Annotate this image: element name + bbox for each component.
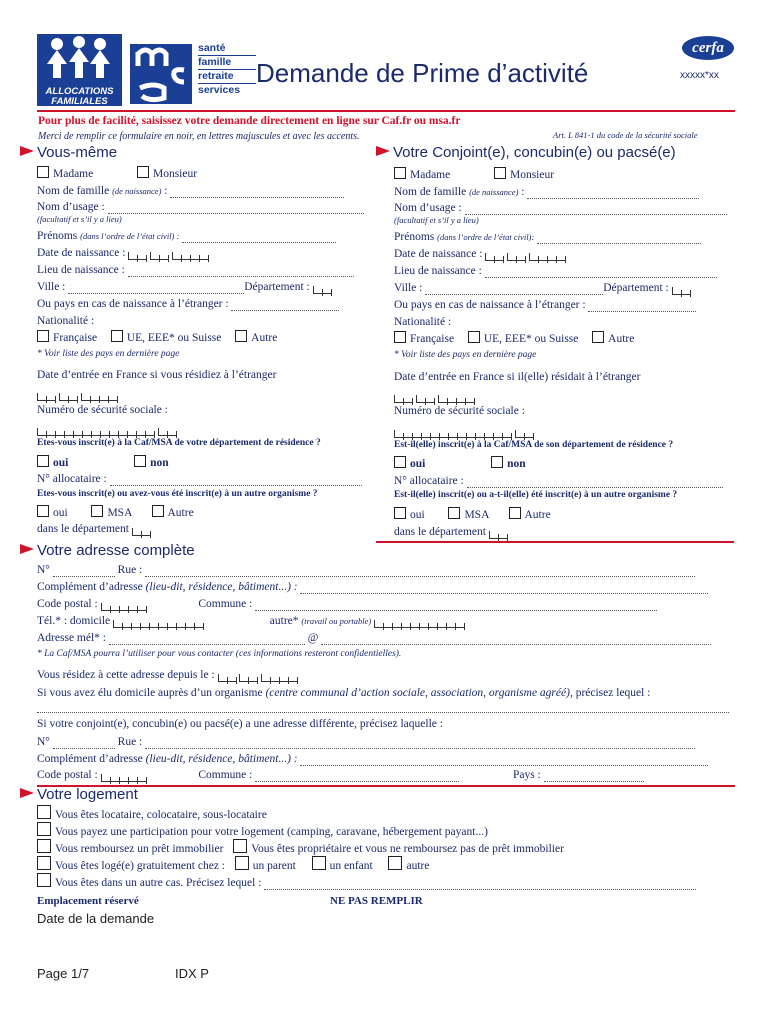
conjoint-adresse-rue-input[interactable] bbox=[145, 739, 695, 749]
ue-label: UE, EEE* ou Suisse bbox=[126, 332, 222, 344]
msa-word-retraite: retraite bbox=[198, 70, 256, 84]
legal-reference: Art. L 841-1 du code de la sécurité sociale bbox=[553, 130, 698, 140]
conjoint-dans-departement-row bbox=[394, 525, 508, 539]
autre-cas-label: Vous êtes dans un autre cas. Précisez lequel : bbox=[55, 877, 262, 889]
conjoint-facultatif-note: (facultatif et s’il y a lieu) bbox=[394, 215, 479, 225]
adresse-code-postal-row bbox=[37, 597, 657, 611]
conjoint-ue-label: UE, EEE* ou Suisse bbox=[483, 333, 579, 345]
fill-instruction: Merci de remplir ce formulaire en noir, en lettres majuscules et avec les accents. bbox=[38, 131, 360, 142]
conjoint-nom-usage-input[interactable] bbox=[465, 205, 727, 215]
vous-allocataire-row bbox=[37, 472, 362, 486]
lieu-naissance-label: Lieu de naissance : bbox=[37, 264, 125, 276]
vous-section-title bbox=[20, 144, 375, 161]
birth-day-cells[interactable] bbox=[128, 252, 147, 260]
cerfa-text: cerfa bbox=[692, 40, 724, 56]
conjoint-prenoms-label: Prénoms bbox=[394, 231, 435, 243]
conjoint-inscrit-options bbox=[394, 456, 526, 471]
vous-numero-secu-cells bbox=[37, 422, 177, 436]
confidential-note: * La Caf/MSA pourra l’utiliser pour vous contacter (ces informations resteront confidentielles). bbox=[37, 649, 402, 659]
numero-secu-label: Numéro de sécurité sociale : bbox=[37, 404, 168, 416]
section-arrow-icon bbox=[20, 544, 34, 554]
gratuit-checkbox[interactable] bbox=[37, 856, 51, 870]
nom-usage-input[interactable] bbox=[108, 204, 364, 214]
logement-opt1-row bbox=[37, 805, 267, 822]
organisme-autre-checkbox[interactable] bbox=[152, 505, 164, 517]
conjoint-date-naissance-label: Date de naissance : bbox=[394, 248, 483, 260]
conjoint-nationalite-label: Nationalité : bbox=[394, 316, 452, 328]
section-arrow-icon bbox=[376, 146, 390, 156]
nom-famille-input[interactable] bbox=[170, 188, 344, 198]
header-divider bbox=[37, 110, 735, 112]
nom-famille-label: Nom de famille bbox=[37, 185, 110, 197]
participation-label: Vous payez une participation pour votre logement (camping, caravane, hébergement payant...) bbox=[55, 826, 488, 838]
monsieur-checkbox[interactable] bbox=[137, 166, 149, 178]
conjoint-autre-organisme-question: Est-il(elle) inscrit(e) ou a-t-il(elle) été inscrit(e) à un autre organisme ? bbox=[394, 490, 678, 500]
mel-domain-input[interactable] bbox=[321, 635, 711, 645]
conjoint-section bbox=[376, 144, 746, 161]
depuis-label: Vous résidez à cette adresse depuis le : bbox=[37, 669, 215, 681]
vous-section bbox=[20, 144, 375, 161]
conjoint-monsieur-label: Monsieur bbox=[509, 169, 555, 181]
conjoint-birth-day-cells[interactable] bbox=[485, 253, 504, 261]
prenoms-label: Prénoms bbox=[37, 230, 78, 242]
pret-checkbox[interactable] bbox=[37, 839, 51, 853]
adresse-title-text: Votre adresse complète bbox=[37, 542, 195, 559]
conjoint-prenoms-row bbox=[394, 230, 701, 244]
conjoint-inscrit-oui-checkbox[interactable] bbox=[394, 456, 406, 468]
complement-note: (lieu-dit, résidence, bâtiment...) : bbox=[145, 581, 298, 593]
conjoint-inscrit-non-label: non bbox=[507, 458, 526, 470]
conjoint-nom-famille-row: Nom de famille (de naissance) : bbox=[394, 185, 699, 199]
conjoint-code-postal-label: Code postal : bbox=[37, 769, 98, 781]
conjoint-date-entree-cells bbox=[394, 389, 475, 403]
conjoint-inscrit-question: Est-il(elle) inscrit(e) à la Caf/MSA de son département de résidence ? bbox=[394, 440, 674, 450]
organisme-input[interactable] bbox=[37, 712, 729, 713]
conjoint-birth-month-cells[interactable] bbox=[507, 253, 526, 261]
birth-month-cells[interactable] bbox=[150, 252, 169, 260]
conjoint-birth-year-cells[interactable] bbox=[529, 253, 566, 261]
conjoint-dans-departement-label: dans le département bbox=[394, 526, 486, 538]
conjoint-pays-adresse-label: Pays : bbox=[512, 769, 541, 781]
enfant-label: un enfant bbox=[329, 860, 373, 872]
logement-section-title bbox=[20, 786, 138, 803]
conjoint-lieu-naissance-row bbox=[394, 264, 717, 278]
entree-year-cells[interactable] bbox=[81, 393, 118, 401]
nom-usage-label: Nom d’usage : bbox=[37, 201, 105, 213]
birth-year-cells[interactable] bbox=[172, 252, 209, 260]
adresse-depuis-row bbox=[37, 668, 298, 682]
conjoint-madame-checkbox[interactable] bbox=[394, 167, 406, 179]
organisme-label: Si vous avez élu domicile auprès d’un organisme bbox=[37, 687, 263, 699]
adresse-no-input[interactable] bbox=[53, 567, 115, 577]
cerfa-logo bbox=[682, 36, 734, 60]
pret-label: Vous remboursez un prêt immobilier bbox=[55, 843, 224, 855]
msa-word-sante: santé bbox=[198, 42, 256, 56]
date-naissance-label: Date de naissance : bbox=[37, 247, 126, 259]
conjoint-dans-departement-cells[interactable] bbox=[489, 531, 508, 539]
conjoint-ville-row bbox=[394, 281, 691, 295]
proprietaire-checkbox[interactable] bbox=[233, 839, 247, 853]
conjoint-civilite bbox=[394, 167, 554, 182]
organisme-autre-label: Autre bbox=[167, 507, 194, 519]
complement-input[interactable] bbox=[300, 584, 708, 594]
adresse-section-title bbox=[20, 542, 195, 559]
conjoint-section-title bbox=[376, 144, 746, 161]
vous-date-entree-cells bbox=[37, 387, 118, 401]
inscrit-oui-checkbox[interactable] bbox=[37, 455, 49, 467]
tel-domicile-cells[interactable] bbox=[113, 620, 204, 628]
logement-divider bbox=[37, 785, 735, 787]
conjoint-organisme-oui-checkbox[interactable] bbox=[394, 507, 406, 519]
conjoint-ue-checkbox[interactable] bbox=[468, 331, 480, 343]
conjoint-organisme-autre-label: Autre bbox=[524, 509, 551, 521]
conjoint-de-naissance-note: (de naissance) bbox=[469, 187, 519, 197]
dans-departement-cells[interactable] bbox=[132, 528, 151, 536]
depuis-day-cells[interactable] bbox=[218, 674, 237, 682]
vous-civilite bbox=[37, 166, 197, 181]
depuis-year-cells[interactable] bbox=[261, 674, 298, 682]
depuis-month-cells[interactable] bbox=[239, 674, 258, 682]
adresse-mel-row bbox=[37, 631, 711, 645]
mel-label: Adresse mél* : bbox=[37, 632, 106, 644]
conjoint-adresse-label: Si votre conjoint(e), concubin(e) ou pacsé(e) a une adresse différente, précisez laquelle : bbox=[37, 718, 443, 730]
entree-month-cells[interactable] bbox=[59, 393, 78, 401]
conjoint-lieu-naissance-input[interactable] bbox=[485, 268, 717, 278]
code-postal-label: Code postal : bbox=[37, 598, 98, 610]
conjoint-adresse-code-row bbox=[37, 768, 644, 782]
conjoint-inscrit-oui-label: oui bbox=[410, 458, 426, 470]
vous-nom-famille-row: Nom de famille (de naissance) : bbox=[37, 184, 344, 198]
inscrit-non-checkbox[interactable] bbox=[134, 455, 146, 467]
conjoint-nom-usage-label: Nom d’usage : bbox=[394, 202, 462, 214]
page-number: Page 1/7 bbox=[37, 966, 90, 981]
autre-organisme-question: Etes-vous inscrit(e) ou avez-vous été inscrit(e) à un autre organisme ? bbox=[37, 489, 318, 499]
vous-date-naissance-row bbox=[37, 246, 209, 260]
conjoint-secu-number-cells[interactable] bbox=[394, 430, 512, 438]
conjoint-allocataire-label: N° allocataire : bbox=[394, 475, 464, 487]
conjoint-complement-label: Complément d’adresse bbox=[37, 753, 143, 765]
vous-lieu-naissance-row bbox=[37, 263, 354, 277]
conjoint-pays-row bbox=[394, 298, 696, 312]
page-title: Demande de Prime d’activité bbox=[256, 58, 589, 88]
organisme-precisez-label: précisez lequel : bbox=[575, 687, 651, 699]
participation-checkbox[interactable] bbox=[37, 822, 51, 836]
conjoint-organisme-msa-label: MSA bbox=[464, 509, 489, 521]
conjoint-adresse-no-input[interactable] bbox=[53, 739, 115, 749]
vous-dans-departement-row bbox=[37, 522, 151, 536]
complement-label: Complément d’adresse bbox=[37, 581, 143, 593]
family-figures-icon bbox=[37, 34, 122, 82]
date-de-la-demande: Date de la demande bbox=[37, 911, 155, 926]
francaise-checkbox[interactable] bbox=[37, 330, 49, 342]
conjoint-prenoms-note: (dans l’ordre de l’état civil): bbox=[437, 232, 535, 242]
conjoint-organisme-oui-label: oui bbox=[410, 509, 425, 521]
section-arrow-icon bbox=[20, 788, 34, 798]
adresse-rue-row bbox=[37, 563, 695, 577]
mel-at-sign: @ bbox=[307, 632, 319, 644]
conjoint-lieu-naissance-label: Lieu de naissance : bbox=[394, 265, 482, 277]
vous-nom-usage-row bbox=[37, 200, 364, 214]
conjoint-complement-input[interactable] bbox=[300, 756, 708, 766]
conjoint-pays-input[interactable] bbox=[588, 302, 696, 312]
vous-inscrit-options bbox=[37, 455, 169, 470]
entree-day-cells[interactable] bbox=[37, 393, 56, 401]
vous-pays-row bbox=[37, 297, 339, 311]
adresse-complement-row bbox=[37, 580, 708, 594]
conjoint-nationalite-options bbox=[394, 331, 634, 346]
conjoint-commune-input[interactable] bbox=[255, 772, 459, 782]
conjoint-departement-cells[interactable] bbox=[672, 287, 691, 295]
logement-title-text: Votre logement bbox=[37, 786, 138, 803]
mel-user-input[interactable] bbox=[109, 635, 305, 645]
conjoint-entree-year-cells[interactable] bbox=[438, 395, 475, 403]
autre-cas-checkbox[interactable] bbox=[37, 873, 51, 887]
msa-word-services: services bbox=[198, 84, 241, 96]
tel-autre-label: autre* bbox=[269, 615, 299, 627]
departement-label: Département : bbox=[244, 281, 310, 293]
inscrit-question: Etes-vous inscrit(e) à la Caf/MSA de votre département de résidence ? bbox=[37, 438, 321, 448]
conjoint-autre-nationalite-label: Autre bbox=[608, 333, 635, 345]
locataire-checkbox[interactable] bbox=[37, 805, 51, 819]
conjoint-organisme-autre-checkbox[interactable] bbox=[509, 507, 521, 519]
madame-checkbox[interactable] bbox=[37, 166, 49, 178]
conjoint-entree-day-cells[interactable] bbox=[394, 395, 413, 403]
conjoint-secu-key-cells[interactable] bbox=[515, 430, 534, 438]
conjoint-adresse-complement-row bbox=[37, 752, 708, 766]
date-entree-label: Date d’entrée en France si vous résidiez à l’étranger bbox=[37, 369, 277, 381]
conjoint-ville-input[interactable] bbox=[425, 285, 603, 295]
section-arrow-icon bbox=[20, 146, 34, 156]
vous-nationalite-options bbox=[37, 330, 277, 345]
allocataire-label: N° allocataire : bbox=[37, 473, 107, 485]
ville-input[interactable] bbox=[68, 284, 244, 294]
idx-code: IDX P bbox=[175, 966, 209, 981]
nationalite-label: Nationalité : bbox=[37, 315, 95, 327]
allocataire-input[interactable] bbox=[110, 476, 362, 486]
adresse-rue-label: Rue : bbox=[117, 564, 143, 576]
parent-label: un parent bbox=[252, 860, 296, 872]
conjoint-complement-note: (lieu-dit, résidence, bâtiment...) : bbox=[145, 753, 298, 765]
cerfa-number: xxxxx*xx bbox=[680, 70, 719, 81]
dans-departement-label: dans le département bbox=[37, 523, 129, 535]
conjoint-francaise-checkbox[interactable] bbox=[394, 331, 406, 343]
msa-logo-mark-icon bbox=[130, 44, 192, 104]
online-notice: Pour plus de facilité, saisissez votre demande directement en ligne sur Caf.fr ou msa.fr bbox=[38, 115, 461, 127]
conjoint-ville-label: Ville : bbox=[394, 282, 423, 294]
madame-label: Madame bbox=[53, 168, 94, 180]
conjoint-autre-nationalite-checkbox[interactable] bbox=[592, 331, 604, 343]
conjoint-numero-secu-cells bbox=[394, 424, 534, 438]
gratuit-label: Vous êtes logé(e) gratuitement chez : bbox=[55, 860, 225, 872]
tel-autre-note: (travail ou portable) bbox=[301, 616, 372, 626]
conjoint-commune-label: Commune : bbox=[198, 769, 253, 781]
msa-word-famille: famille bbox=[198, 56, 256, 70]
msa-logo bbox=[130, 44, 192, 104]
conjoint-adresse-rue-label: Rue : bbox=[117, 736, 143, 748]
conjoint-nom-famille-label: Nom de famille bbox=[394, 186, 467, 198]
conjoint-inscrit-non-checkbox[interactable] bbox=[491, 456, 503, 468]
organisme-msa-checkbox[interactable] bbox=[91, 505, 103, 517]
francaise-label: Française bbox=[53, 332, 98, 344]
lieu-naissance-input[interactable] bbox=[128, 267, 354, 277]
inscrit-non-label: non bbox=[150, 457, 169, 469]
conjoint-madame-label: Madame bbox=[410, 169, 451, 181]
pays-label: Ou pays en cas de naissance à l’étranger : bbox=[37, 298, 229, 310]
conjoint-pays-label: Ou pays en cas de naissance à l’étranger : bbox=[394, 299, 586, 311]
adresse-tel-row bbox=[37, 614, 465, 628]
tel-domicile-label: Tél.* : domicile bbox=[37, 615, 111, 627]
adresse-no-label: N° bbox=[37, 564, 50, 576]
conjoint-numero-secu-label: Numéro de sécurité sociale : bbox=[394, 405, 525, 417]
conjoint-adresse-no-label: N° bbox=[37, 736, 50, 748]
parent-checkbox[interactable] bbox=[235, 856, 249, 870]
facultatif-note: (facultatif et s’il y a lieu) bbox=[37, 214, 122, 224]
adresse-divider bbox=[376, 541, 734, 543]
conjoint-allocataire-row bbox=[394, 474, 723, 488]
conjoint-organisme-options bbox=[394, 507, 551, 522]
voir-liste-note: * Voir liste des pays en dernière page bbox=[37, 349, 180, 359]
conjoint-voir-liste-note: * Voir liste des pays en dernière page bbox=[394, 350, 537, 360]
secu-number-cells[interactable] bbox=[37, 428, 155, 436]
conjoint-adresse-rue-row bbox=[37, 735, 695, 749]
pays-input[interactable] bbox=[231, 301, 339, 311]
ne-pas-remplir: NE PAS REMPLIR bbox=[330, 895, 423, 907]
organisme-note: (centre communal d’action sociale, association, organisme agréé), bbox=[265, 687, 573, 699]
conjoint-date-naissance-row bbox=[394, 247, 566, 261]
caf-logo bbox=[37, 34, 122, 106]
conjoint-organisme-msa-checkbox[interactable] bbox=[448, 507, 460, 519]
msa-words bbox=[198, 42, 256, 97]
de-naissance-note: (de naissance) bbox=[112, 186, 162, 196]
departement-cells[interactable] bbox=[313, 286, 332, 294]
conjoint-title-text: Votre Conjoint(e), concubin(e) ou pacsé(e) bbox=[393, 144, 676, 161]
code-postal-cells[interactable] bbox=[101, 603, 147, 611]
inscrit-oui-label: oui bbox=[53, 457, 69, 469]
secu-key-cells[interactable] bbox=[158, 428, 177, 436]
conjoint-prenoms-input[interactable] bbox=[537, 234, 701, 244]
conjoint-pays-adresse-input[interactable] bbox=[544, 772, 644, 782]
conjoint-nom-usage-row bbox=[394, 201, 727, 215]
organisme-msa-label: MSA bbox=[107, 507, 132, 519]
conjoint-allocataire-input[interactable] bbox=[467, 478, 723, 488]
vous-ville-row bbox=[37, 280, 332, 294]
adresse-rue-input[interactable] bbox=[145, 567, 695, 577]
enfant-checkbox[interactable] bbox=[312, 856, 326, 870]
commune-input[interactable] bbox=[255, 601, 657, 611]
locataire-label: Vous êtes locataire, colocataire, sous-locataire bbox=[55, 809, 267, 821]
organisme-oui-checkbox[interactable] bbox=[37, 505, 49, 517]
caf-logo-text: ALLOCATIONS FAMILIALES bbox=[45, 86, 114, 107]
vous-title-text: Vous-même bbox=[37, 144, 118, 161]
autre-hebergeur-label: autre bbox=[406, 860, 430, 872]
autre-hebergeur-checkbox[interactable] bbox=[388, 856, 402, 870]
commune-label: Commune : bbox=[198, 598, 253, 610]
autre-nationalite-label: Autre bbox=[251, 332, 278, 344]
conjoint-monsieur-checkbox[interactable] bbox=[494, 167, 506, 179]
vous-prenoms-row bbox=[37, 229, 336, 243]
ville-label: Ville : bbox=[37, 281, 66, 293]
conjoint-departement-label: Département : bbox=[603, 282, 669, 294]
conjoint-entree-month-cells[interactable] bbox=[416, 395, 435, 403]
adresse-organisme-row bbox=[37, 686, 650, 700]
emplacement-reserve: Emplacement réservé bbox=[37, 895, 139, 907]
logement-opt6-row bbox=[37, 873, 696, 890]
monsieur-label: Monsieur bbox=[152, 168, 198, 180]
organisme-oui-label: oui bbox=[53, 507, 68, 519]
prenoms-input[interactable] bbox=[182, 233, 336, 243]
proprietaire-label: Vous êtes propriétaire et vous ne remboursez pas de prêt immobilier bbox=[251, 843, 564, 855]
logement-opt5-row bbox=[37, 856, 429, 873]
logement-opt3-row bbox=[37, 839, 564, 856]
conjoint-nom-famille-input[interactable] bbox=[527, 189, 699, 199]
logement-opt2-row bbox=[37, 822, 488, 839]
prenoms-note: (dans l’ordre de l’état civil) : bbox=[80, 231, 180, 241]
tel-autre-cells[interactable] bbox=[374, 620, 465, 628]
conjoint-francaise-label: Française bbox=[410, 333, 455, 345]
vous-organisme-options bbox=[37, 505, 194, 520]
conjoint-code-postal-cells[interactable] bbox=[101, 774, 147, 782]
ue-checkbox[interactable] bbox=[111, 330, 123, 342]
conjoint-date-entree-label: Date d’entrée en France si il(elle) résidait à l’étranger bbox=[394, 371, 641, 383]
autre-cas-input[interactable] bbox=[264, 880, 696, 890]
autre-nationalite-checkbox[interactable] bbox=[235, 330, 247, 342]
